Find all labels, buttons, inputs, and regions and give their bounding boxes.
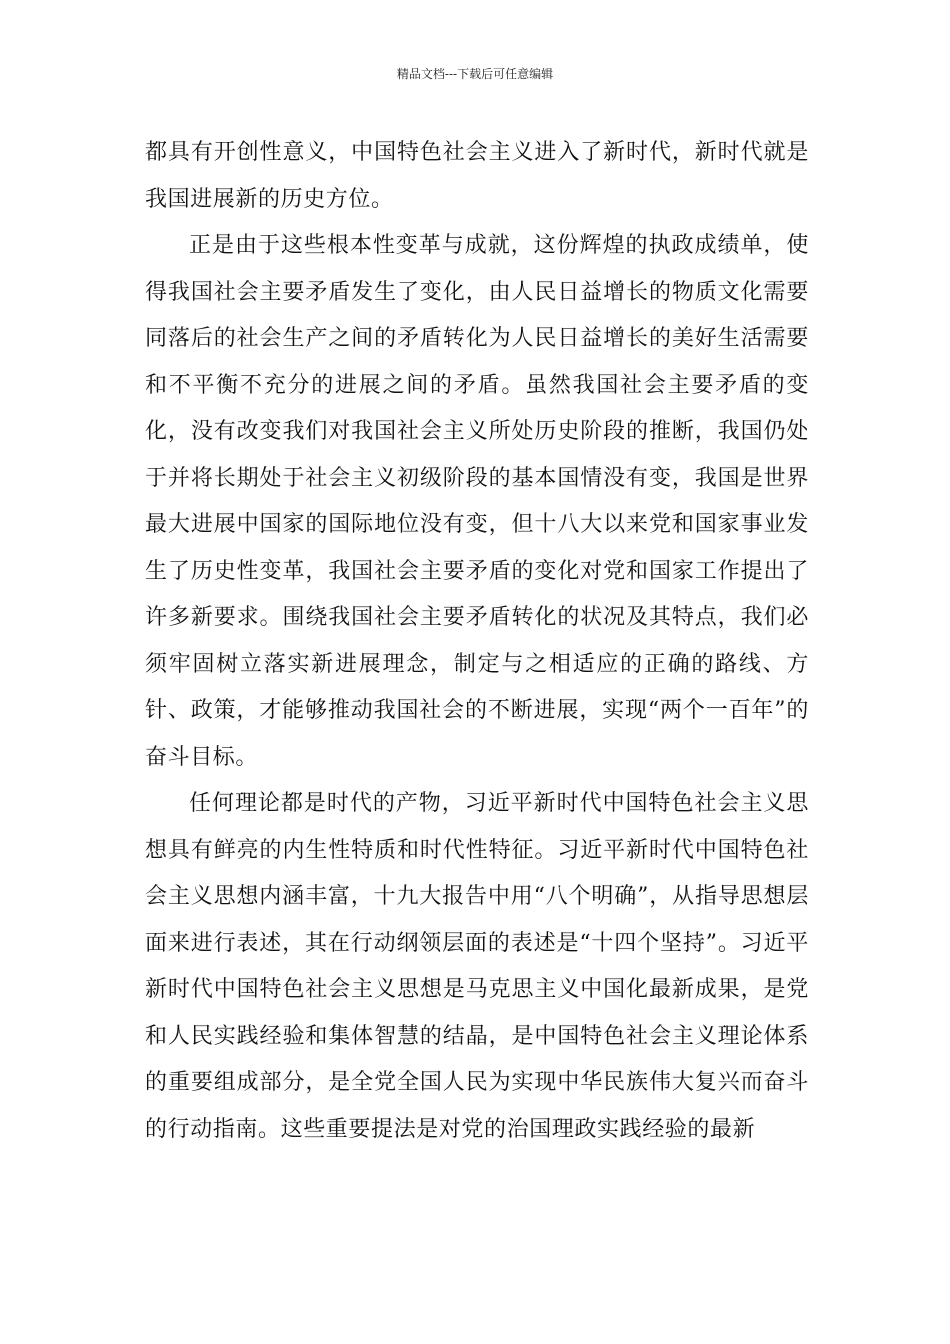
paragraph-1: 都具有开创性意义，中国特色社会主义进入了新时代，新时代就是我国进展新的历史方位。 <box>145 140 809 212</box>
paragraph-2: 正是由于这些根本性变革与成就，这份辉煌的执政成绩单，使得我国社会主要矛盾发生了变化，由人民日益增长的物质文化需要同落后的社会生产之间的矛盾转化为人民日益增长的美好生活需要和不平衡不充分的进展之间的矛盾。虽然我国社会主要矛盾的变化，没有改变我们对我国社会主义所处历史阶段的推断，我国仍处于并将长期处于社会主义初级阶段的基本国情没有变，我国是世界最大进展中国家的国际地位没有变，但十八大以来党和国家事业发生了历史性变革，我国社会主要矛盾的变化对党和国家工作提出了许多新要求。围绕我国社会主要矛盾转化的状况及其特点，我们必须牢固树立落实新进展理念，制定与之相适应的正确的路线、方针、政策，才能够推动我国社会的不断进展，实现“两个一百年”的奋斗目标。 <box>145 233 809 770</box>
document-body <box>145 130 809 1153</box>
paragraph-3: 任何理论都是时代的产物，习近平新时代中国特色社会主义思想具有鲜亮的内生性特质和时代性特征。习近平新时代中国特色社会主义思想内涵丰富，十九大报告中用“八个明确”，从指导思想层面来进行表述，其在行动纲领层面的表述是“十四个坚持”。习近平新时代中国特色社会主义思想是马克思主义中国化最新成果，是党和人民实践经验和集体智慧的结晶，是中国特色社会主义理论体系的重要组成部分，是全党全国人民为实现中华民族伟大复兴而奋斗的行动指南。这些重要提法是对党的治国理政实践经验的最新 <box>145 791 809 1142</box>
page-header: 精品文档---下载后可任意编辑 <box>396 67 554 81</box>
